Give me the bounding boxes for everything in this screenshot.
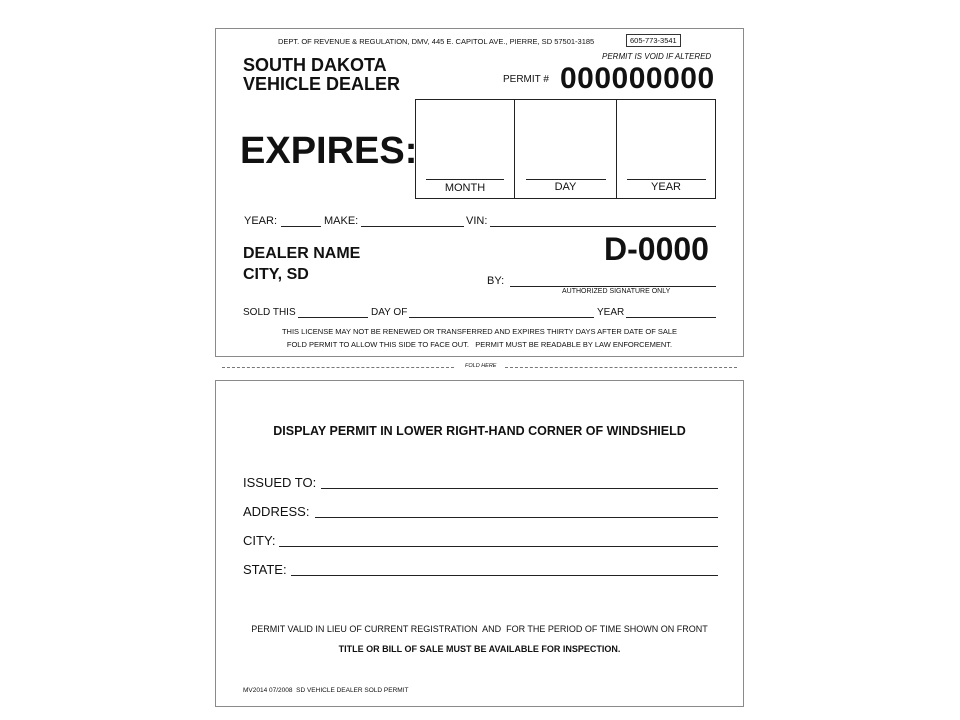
month-label: MONTH [444,182,486,194]
permit-back-panel [215,380,744,707]
day-of-label: DAY OF [371,307,408,318]
signature-caption: AUTHORIZED SIGNATURE ONLY [562,288,671,295]
sold-month-line[interactable] [409,317,594,318]
permit-label: PERMIT # [503,74,549,85]
expires-label: EXPIRES: [240,130,418,172]
permit-front-panel [215,28,744,357]
vehicle-year-label: YEAR: [244,215,278,227]
year-label: YEAR [651,181,681,193]
day-entry-line[interactable] [526,179,606,180]
month-entry-line[interactable] [426,179,504,180]
title-line-1: SOUTH DAKOTA [243,55,387,75]
phone-number: 605-773-3541 [626,34,681,47]
sold-day-line[interactable] [298,317,368,318]
issued-to-label: ISSUED TO: [243,475,317,490]
display-instruction: DISPLAY PERMIT IN LOWER RIGHT-HAND CORNER OF WINDSHIELD [273,424,686,438]
vehicle-year-line[interactable] [281,226,321,227]
void-note: PERMIT IS VOID IF ALTERED [602,52,712,61]
vin-line[interactable] [490,226,716,227]
year-entry-line[interactable] [627,179,706,180]
fold-here-label: FOLD HERE [465,363,497,369]
vehicle-make-line[interactable] [361,226,464,227]
sold-year-line[interactable] [626,317,716,318]
title-line-2: VEHICLE DEALER [243,74,401,94]
expiration-date-box [415,99,716,199]
by-label: BY: [487,275,505,287]
authorized-signature-line[interactable] [510,286,716,287]
vehicle-make-label: MAKE: [324,215,359,227]
dealer-number: D-0000 [604,231,709,267]
address-line[interactable] [315,517,718,518]
form-id: MV2014 07/2008 SD VEHICLE DEALER SOLD PERMIT [243,687,409,694]
state-line[interactable] [291,575,718,576]
title-note: TITLE OR BILL OF SALE MUST BE AVAILABLE FOR INSPECTION. [338,644,621,654]
sold-this-label: SOLD THIS [243,307,296,318]
city-line[interactable] [279,546,718,547]
dealer-city: CITY, SD [243,266,309,283]
issued-to-line[interactable] [321,488,718,489]
sold-year-label: YEAR [597,307,625,318]
state-label: STATE: [243,562,287,577]
vin-label: VIN: [466,215,488,227]
dealer-name: DEALER NAME [243,245,361,262]
day-label: DAY [554,181,577,193]
fold-dash-left [222,367,454,368]
city-label: CITY: [243,533,276,548]
validity-note: PERMIT VALID IN LIEU OF CURRENT REGISTRATION AND FOR THE PERIOD OF TIME SHOWN ON FRONT [251,624,708,634]
notice-line-1: THIS LICENSE MAY NOT BE RENEWED OR TRANSFERRED AND EXPIRES THIRTY DAYS AFTER DATE OF SALE [281,327,678,336]
dept-header: DEPT. OF REVENUE & REGULATION, DMV, 445 E. CAPITOL AVE., PIERRE, SD 57501-3185 [278,37,595,46]
fold-dash-right [505,367,737,368]
notice-line-2: FOLD PERMIT TO ALLOW THIS SIDE TO FACE OUT. PERMIT MUST BE READABLE BY LAW ENFORCEMENT. [286,340,673,349]
address-label: ADDRESS: [243,504,310,519]
permit-number: 000000000 [560,62,715,95]
